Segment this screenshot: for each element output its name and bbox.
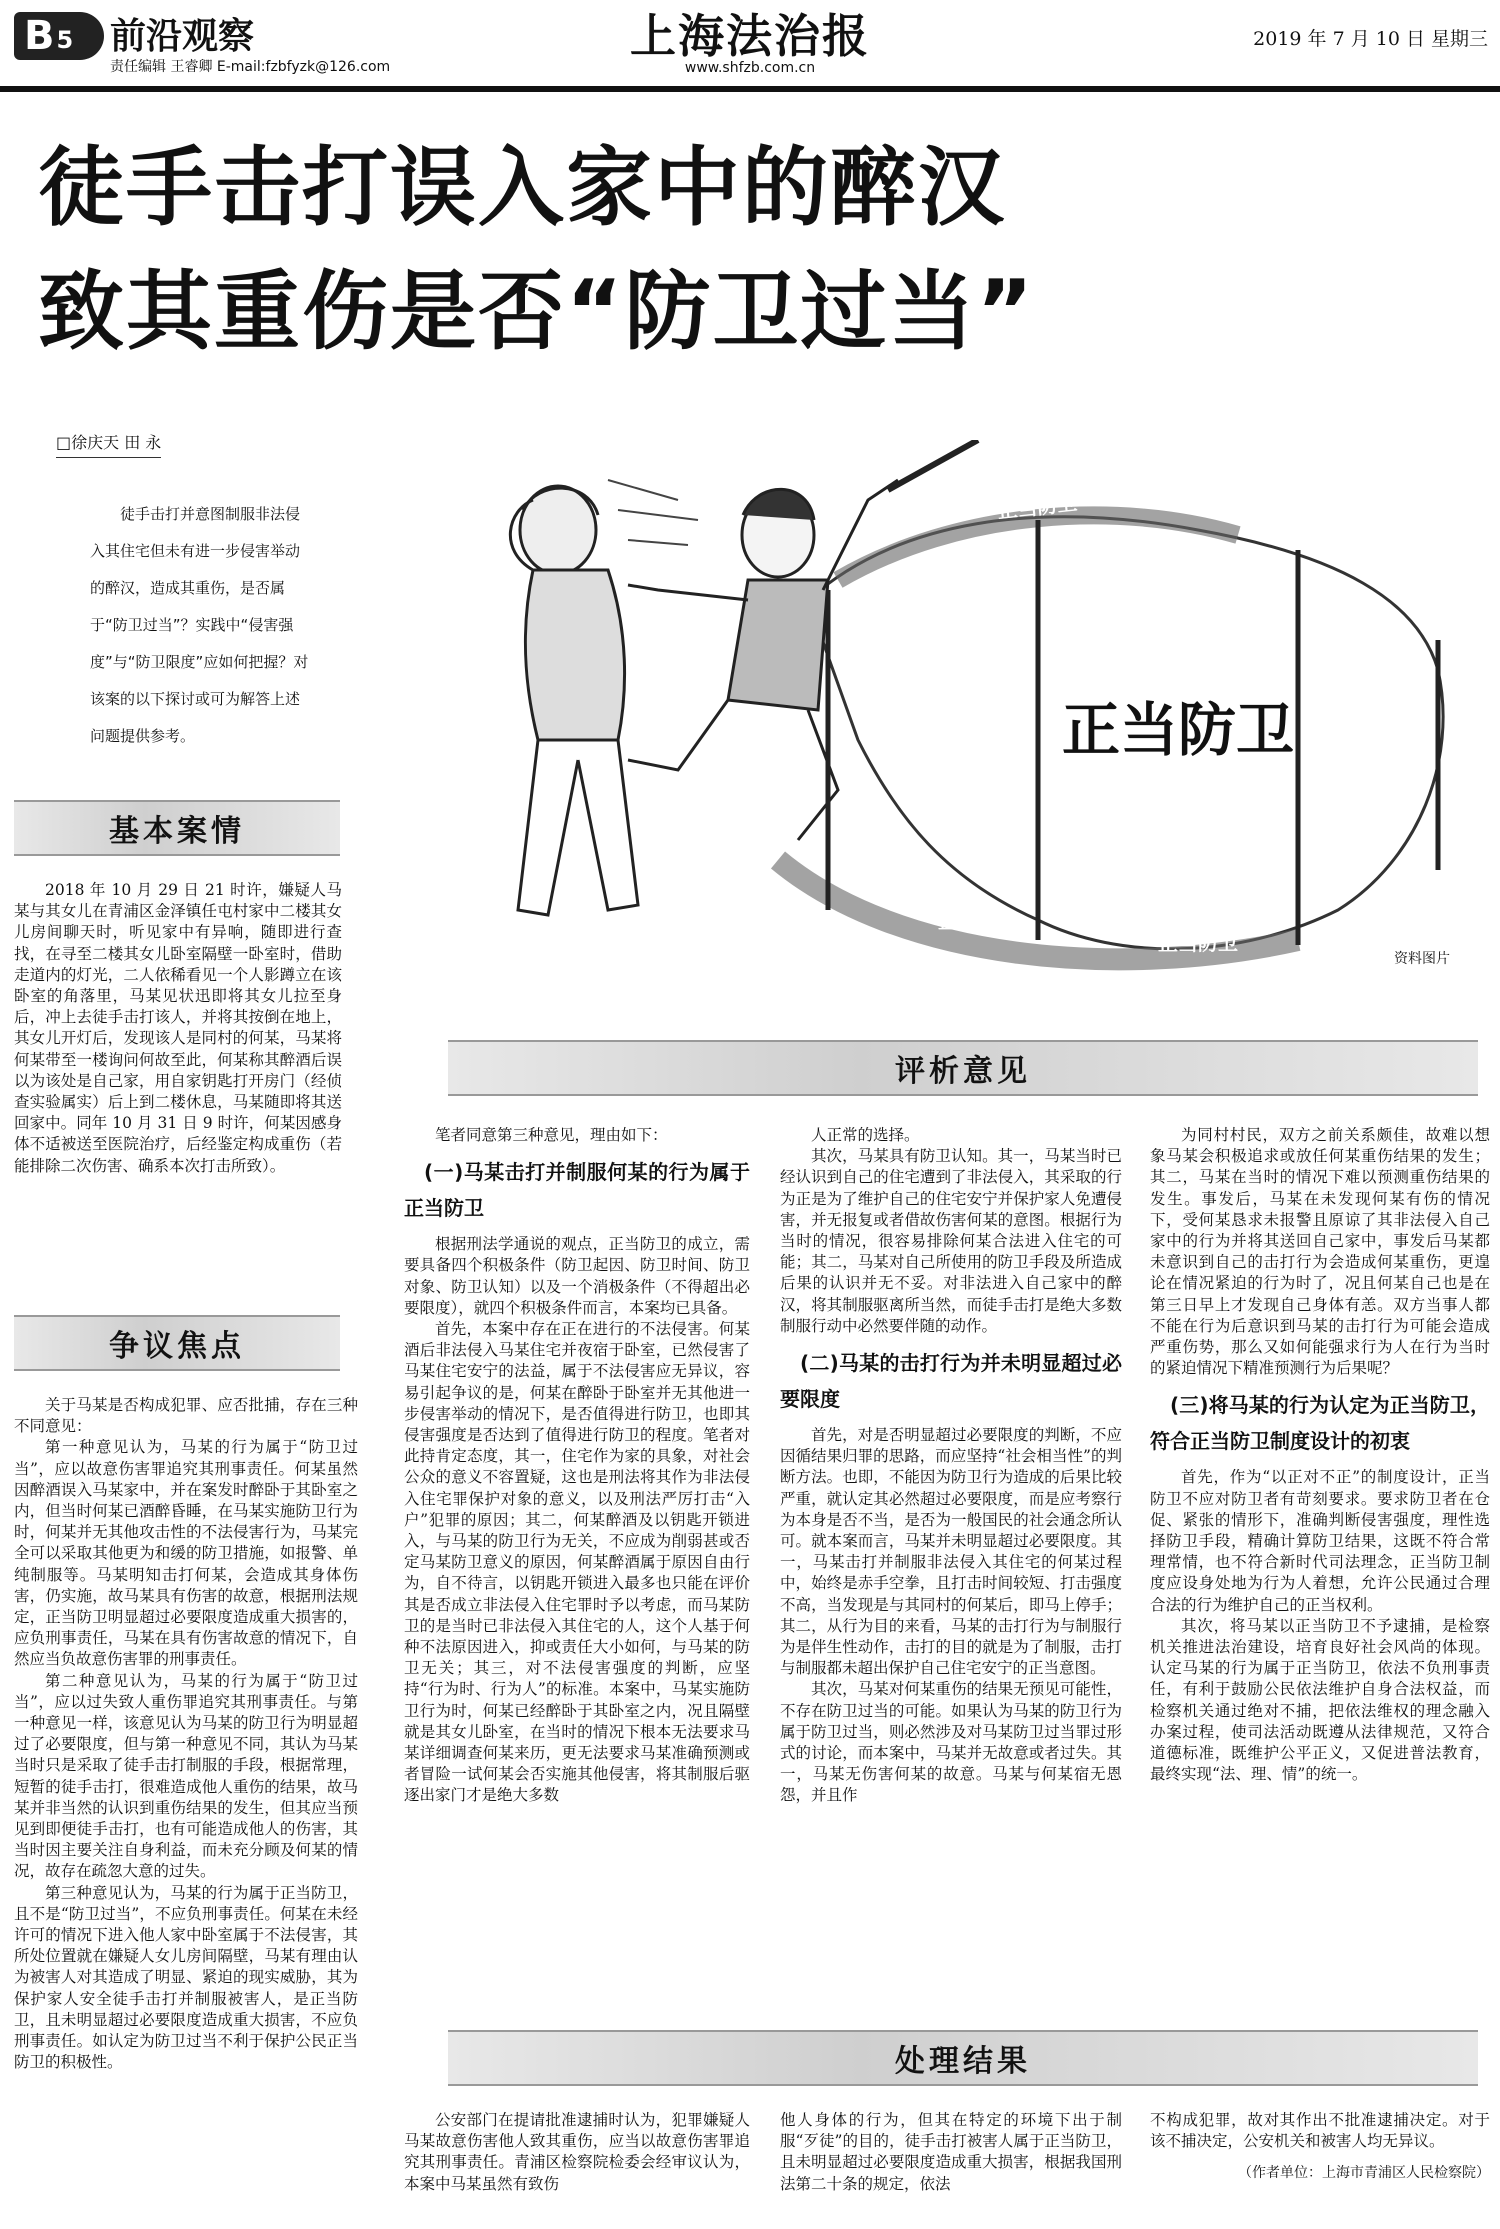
section-head-analysis: 评析意见: [448, 1040, 1478, 1096]
result-column-3: [1150, 2110, 1490, 2182]
case-column: [14, 880, 342, 1177]
headline: [38, 126, 1478, 374]
headline-line-1: 徒手击打误入家中的醉汉: [38, 138, 1006, 238]
paragraph: 首先，对是否明显超过必要限度的判断，不应因循结果归罪的思路，而应坚持“社会相当性”的判断方法。也即，不能因为防卫行为造成的后果比较严重，就认定其必然超过必要限度，而是应考察行为本身是否不当，是否为一般国民的社会通念所认可。就本案而言，马某并未明显超过必要限度。其一，马某击打并制服非法侵入其住宅的何某过程中，始终是赤手空拳，且打击时间较短、打击强度不高，当发现是与其同村的何某后，即马上停手；其二，从行为目的来看，马某的击打行为与制服行为是伴生性动作，击打的目的就是为了制服，击打与制服都未超出保护自己住宅安宁的正当意图。: [780, 1426, 1122, 1678]
paragraph: 为同村村民，双方之前关系颇佳，故难以想象马某会积极追求或放任何某重伤结果的发生；其二，马某在当时的情况下难以预测重伤结果的发生。事发后，马某在未发现何某有伤的情况下，受何某恳求未报警且原谅了其非法侵入自己家中的行为并将其送回自己家中，事发后马某都未意识到自己的击打行为会造成何某重伤，更遑论在情况紧迫的行为时了，况且何某自己也是在第三日早上才发现自己身体有恙。双方当事人都不能在行为后意识到马某的击打行为可能会造成严重伤势，那么又如何能强求行为人在行为当时的紧迫情况下精准预测行为后果呢？: [1150, 1126, 1490, 1378]
site-url[interactable]: www.shfzb.com.cn: [684, 60, 816, 76]
image-caption: 资料图片: [1394, 951, 1450, 967]
analysis-column-1: [404, 1125, 750, 1807]
lede-paragraph: 徒手击打并意图制服非法侵入其住宅但未有进一步侵害举动的醉汉，造成其重伤，是否属于“防卫过当”？实践中“侵害强度”与“防卫限度”应如何把握？对该案的以下探讨或可为解答上述问题提供参考。: [90, 505, 309, 745]
editor-line: 责任编辑 王睿卿 E-mail:fzbfyzk@126.com: [110, 59, 391, 75]
paragraph: 根据刑法学通说的观点，正当防卫的成立，需要具备四个积极条件（防卫起因、防卫时间、防卫对象、防卫认知）以及一个消极条件（不得超出必要限度），就四个积极条件而言，本案均已具备。: [404, 1235, 750, 1317]
masthead-logo: 上海法治报: [630, 9, 870, 63]
rope-label-1: 正当防卫: [996, 490, 1079, 524]
rope-label-2: 正当防卫: [938, 909, 1018, 933]
paragraph: 其次，马某对何某重伤的结果无预见可能性，不存在防卫过当的可能。如果认为马某的防卫行为属于防卫过当，则必然涉及对马某防卫过当罪过形式的讨论，而本案中，马某并无故意或者过失。其一，马某无伤害何某的故意。马某与何某宿无恩怨，并且作: [780, 1680, 1122, 1805]
rope-label-3: 正当防卫: [1158, 931, 1238, 955]
paragraph: 首先，作为“以正对不正”的制度设计，正当防卫不应对防卫者有苛刻要求。要求防卫者在仓促、紧张的情形下，准确判断侵害强度，理性选择防卫手段，精确计算防卫结果，这既不符合常理常情，也不符合新时代司法理念，正当防卫制度应设身处地为行为人着想，允许公民通过合理合法的行为维护自己的正当权利。: [1150, 1468, 1490, 1614]
dispute-paragraph-opinion-3: 第三种意见认为，马某的行为属于正当防卫，且不是“防卫过当”，不应负刑事责任。何某在未经许可的情况下进入他人家中卧室属于不法侵害，其所处位置就在嫌疑人女儿房间隔壁，马某有理由认为被害人对其造成了明显、紧迫的现实威胁，其为保护家人安全徒手击打并制服被害人，是正当防卫，且未明显超过必要限度造成重大损害，不应负刑事责任。如认定为防卫过当不利于保护公民正当防卫的积极性。: [14, 1883, 358, 2072]
case-paragraph: 2018 年 10 月 29 日 21 时许，嫌疑人马某与其女儿在青浦区金泽镇任屯村家中二楼其女儿房间聊天时，听见家中有异响，随即进行查找，在寻至二楼其女儿卧室隔壁一卧室时，借助走道内的灯光，二人依稀看见一个人影蹲立在该卧室的角落里，马某见状迅即将其女儿拉至身后，冲上去徒手击打该人，并将其按倒在地上，其女儿开灯后，发现该人是同村的何某，马某将何某带至一楼询问何故至此，何某称其醉酒后误以为该处是自己家，用自家钥匙打开房门（经侦查实验属实）后上到二楼休息，马某随即将其送回家中。同年 10 月 31 日 9 时许，何某因感身体不适被送至医院治疗，后经鉴定构成重伤（若能排除二次伤害、确系本次打击所致）。: [14, 881, 342, 1175]
result-column-1: [404, 2110, 750, 2195]
dispute-paragraph-opinion-2: 第二种意见认为，马某的行为属于“防卫过当”，应以过失致人重伤罪追究其刑事责任。与第一种意见一样，该意见认为马某的防卫行为明显超过了必要限度，但与第一种意见不同，其认为马某当时只是采取了徒手击打制服的手段，根据常理，短暂的徒手击打，很难造成他人重伤的结果，故马某并非当然的认识到重伤结果的发生，但其应当预见到即便徒手击打，也有可能造成他人的伤害，其当时因主要关注自身利益，而未充分顾及何某的情况，故存在疏忽大意的过失。: [14, 1671, 358, 1881]
section-head-case: 基本案情: [14, 800, 340, 856]
analysis-column-3: [1150, 1125, 1490, 1785]
section-head-result: 处理结果: [448, 2030, 1478, 2086]
page-badge-letter: B: [24, 13, 55, 59]
illustration-banner-text: 正当防卫: [1061, 696, 1295, 764]
byline: □徐庆天 田 永: [56, 430, 161, 458]
page-badge-number: 5: [56, 26, 74, 54]
result-paragraph-2: 他人身体的行为，但其在特定的环境下出于制服“歹徒”的目的，徒手击打被害人属于正当防卫，且未明显超过必要限度造成重大损害，根据我国刑法第二十条的规定，依法: [780, 2111, 1122, 2193]
paragraph: 其次，将马某以正当防卫不予逮捕，是检察机关推进法治建设，培育良好社会风尚的体现。认定马某的行为属于正当防卫，依法不负刑事责任，有利于鼓励公民依法维护自身合法权益，而检察机关通过绝对不捕，把依法维权的理念融入办案过程，使司法活动既遵从法律规范，又符合道德标准，既维护公平正义，又促进普法教育，最终实现“法、理、情”的统一。: [1150, 1616, 1490, 1784]
paragraph: 笔者同意第三种意见，理由如下：: [435, 1126, 668, 1144]
dispute-paragraph-opinion-1: 第一种意见认为，马某的行为属于“防卫过当”，应以故意伤害罪追究其刑事责任。何某虽然因醉酒误入马某家中，并在案发时醉卧于其卧室之内，但当时何某已酒醉昏睡，在马某实施防卫行为时，何某并无其他攻击性的不法侵害行为，马某完全可以采取其他更为和缓的防卫措施，如报警、单纯制服等。马某明知击打何某，会造成其身体伤害，仍实施，故马某具有伤害的故意，根据刑法规定，正当防卫明显超过必要限度造成重大损害的，应负刑事责任，马某在具有伤害故意的情况下，自然应当负故意伤害罪的刑事责任。: [14, 1438, 358, 1669]
subheading: (二)马某的击打行为并未明显超过必要限度: [780, 1351, 1122, 1412]
paragraph: 其次，马某具有防卫认知。其一，马某当时已经认识到自己的住宅遭到了非法侵入，其采取的行为正是为了维护自己的住宅安宁并保护家人免遭侵害，并无报复或者借故伤害何某的意图。根据行为当时的情况，很容易排除何某合法进入住宅的可能；其二，马某对自己所使用的防卫手段及所造成后果的认识并无不妥。对非法进入自己家中的醉汉，将其制服驱离所当然，而徒手击打是绝大多数制服行动中必然要伴随的动作。: [780, 1147, 1122, 1335]
dispute-paragraph-intro: 关于马某是否构成犯罪、应否批捕，存在三种不同意见：: [14, 1396, 358, 1436]
analysis-column-2: [780, 1125, 1122, 1807]
result-paragraph-1: 公安部门在提请批准逮捕时认为，犯罪嫌疑人马某故意伤害他人致其重伤，应当以故意伤害罪追究其刑事责任。青浦区检察院检委会经审议认为，本案中马某虽然有致伤: [404, 2111, 750, 2193]
headline-line-2: 致其重伤是否“防卫过当”: [38, 262, 1036, 362]
section-head-dispute: 争议焦点: [14, 1315, 340, 1371]
section-name: 前沿观察: [110, 16, 255, 57]
issue-date: 2019 年 7 月 10 日 星期三: [1253, 28, 1488, 50]
result-column-2: [780, 2110, 1122, 2195]
subheading: (一)马某击打并制服何某的行为属于正当防卫: [404, 1160, 750, 1221]
illustration: [478, 440, 1480, 980]
result-paragraph-3: 不构成犯罪，故对其作出不批准逮捕决定。对于该不捕决定，公安机关和被害人均无异议。: [1150, 2111, 1490, 2151]
header-rule: [0, 86, 1500, 92]
paragraph: 首先，本案中存在正在进行的不法侵害。何某酒后非法侵入马某住宅并夜宿于卧室，已然侵害了马某住宅安宁的法益，属于不法侵害应无异议，容易引起争议的是，何某在醉卧于卧室并无其他进一步侵害举动的情况下，是否值得进行防卫，也即其侵害强度是否达到了值得进行防卫的程度。笔者对此持肯定态度，其一，住宅作为家的具象，对社会公众的意义不容置疑，这也是刑法将其作为非法侵入住宅罪保护对象的意义，以及刑法严厉打击“入户”犯罪的原因；其二，何某醉酒及以钥匙开锁进入，与马某的防卫行为无关，不应成为削弱甚或否定马某防卫意义的原因，何某醉酒属于原因自由行为，自不待言，以钥匙开锁进入最多也只能在评价其是否成立非法侵入住宅罪时予以考虑，而马某防卫的是当时已非法侵入其住宅的人，这个人基于何种不法原因进入，抑或责任大小如何，与马某的防卫无关；其三，对不法侵害强度的判断，应坚持“行为时、行为人”的标准。本案中，马某实施防卫行为时，何某已经醉卧于其卧室之内，况且隔壁就是其女儿卧室，在当时的情况下根本无法要求马某详细调查何某来历，更无法要求马某准确预测或者冒险一试何某会否实施其他侵害，将其制服后驱逐出家门才是绝大多数: [404, 1320, 750, 1805]
subheading: (三)将马某的行为认定为正当防卫，符合正当防卫制度设计的初衷: [1150, 1393, 1490, 1454]
author-unit: （作者单位：上海市青浦区人民检察院）: [1238, 2165, 1490, 2182]
page-badge: [14, 12, 104, 60]
dispute-column: [14, 1395, 358, 2074]
paragraph: 人正常的选择。: [811, 1126, 920, 1144]
